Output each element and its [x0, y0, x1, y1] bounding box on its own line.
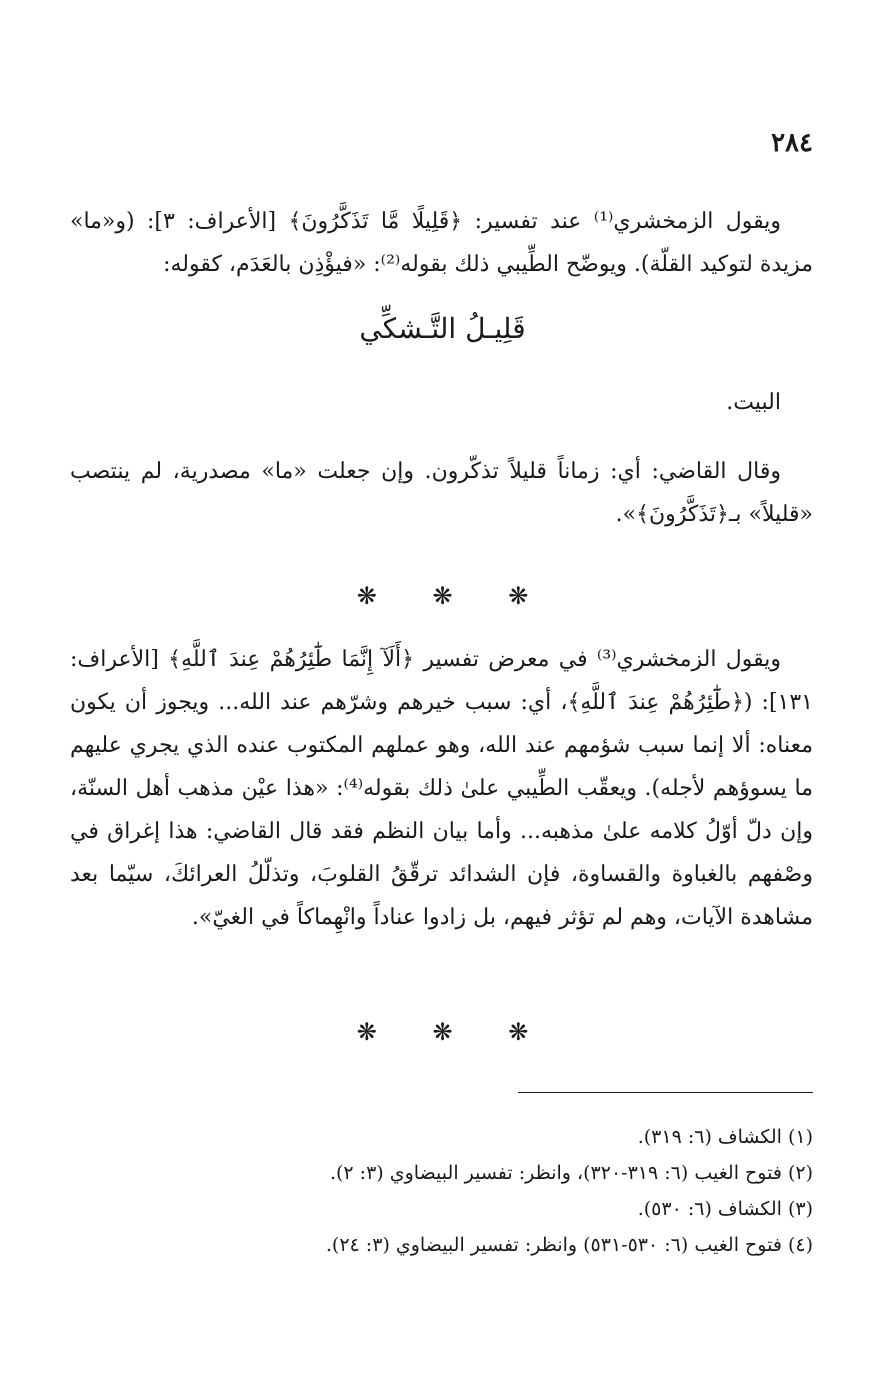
footnote-divider: [518, 1092, 813, 1093]
page-number: ٢٨٤: [771, 128, 813, 158]
footnote: (٣) الكشاف (٦: ٥٣٠).: [637, 1198, 813, 1220]
section-separator: [0, 1018, 885, 1046]
star-ornament-icon: ❋: [356, 1018, 377, 1046]
footnote: (٤) فتوح الغيب (٦: ٥٣٠-٥٣١) وانظر: تفسير البيضاوي (٣: ٢٤).: [325, 1234, 813, 1256]
paragraph-text: وقال القاضي: أي: زماناً قليلاً تذكّرون. وإن جعلت «ما» مصدرية، لم ينتصب «قليلاً» بـ﴿تَذَكَّرُونَ﴾».: [70, 459, 813, 527]
paragraph-zamakhshari-2: [70, 638, 813, 939]
star-ornament-icon: ❋: [508, 582, 529, 610]
paragraph-qadi: [70, 450, 813, 536]
section-separator: [0, 582, 885, 610]
footnotes: [70, 1119, 813, 1263]
star-ornament-icon: ❋: [508, 1018, 529, 1046]
footnote: (١) الكشاف (٦: ٣١٩).: [637, 1126, 813, 1148]
paragraph-text: ويقول الزمخشري⁽³⁾ في معرض تفسير ﴿أَلَآ إِنَّمَا طَٰٓئِرُهُمْ عِندَ ٱللَّهِ﴾ [الأعراف: ١٣١]: (﴿طَٰٓئِرُهُمْ عِندَ ٱللَّهِ﴾، أي: سبب خيرهم وشرّهم عند الله... ويجوز أن يكون معناه: ألا إنما سبب شؤمهم عند الله، وهو عملهم المكتوب عنده الذي يجري عليهم ما يسوؤهم لأجله). ويعقّب الطِّيبي علىٰ ذلك بقوله⁽⁴⁾: «هذا عيْن مذهب أهل السنّة، وإن دلّ أوّلُ كلامه علىٰ مذهبه... وأما بيان النظم فقد قال القاضي: هذا إغراق في وصْفهم بالغباوة والقساوة، فإن الشدائد ترقّقُ القلوبَ، وتذلّلُ العرائكَ، سيّما بعد مشاهدة الآيات، وهم لم تؤثر فيهم، بل زادوا عناداً وانْهِماكاً في الغيّ».: [70, 647, 813, 930]
star-ornament-icon: ❋: [432, 582, 453, 610]
verse-tail: البيت.: [726, 390, 781, 415]
poetry-verse: قَلِيـلُ التَّـشكِّي: [359, 312, 526, 345]
paragraph-zamakhshari-1: [70, 200, 813, 286]
paragraph-text: ويقول الزمخشري⁽¹⁾ عند تفسير: ﴿قَلِيلًا مَّا تَذَكَّرُونَ﴾ [الأعراف: ٣]: (و«ما» مزيدة لتوكيد القلّة). ويوضّح الطِّيبي ذلك بقوله⁽²⁾: «فيؤْذِن بالعَدَم، كقوله:: [70, 209, 813, 277]
star-ornament-icon: ❋: [432, 1018, 453, 1046]
footnote: (٢) فتوح الغيب (٦: ٣١٩-٣٢٠)، وانظر: تفسير البيضاوي (٣: ٢).: [329, 1162, 813, 1184]
star-ornament-icon: ❋: [356, 582, 377, 610]
